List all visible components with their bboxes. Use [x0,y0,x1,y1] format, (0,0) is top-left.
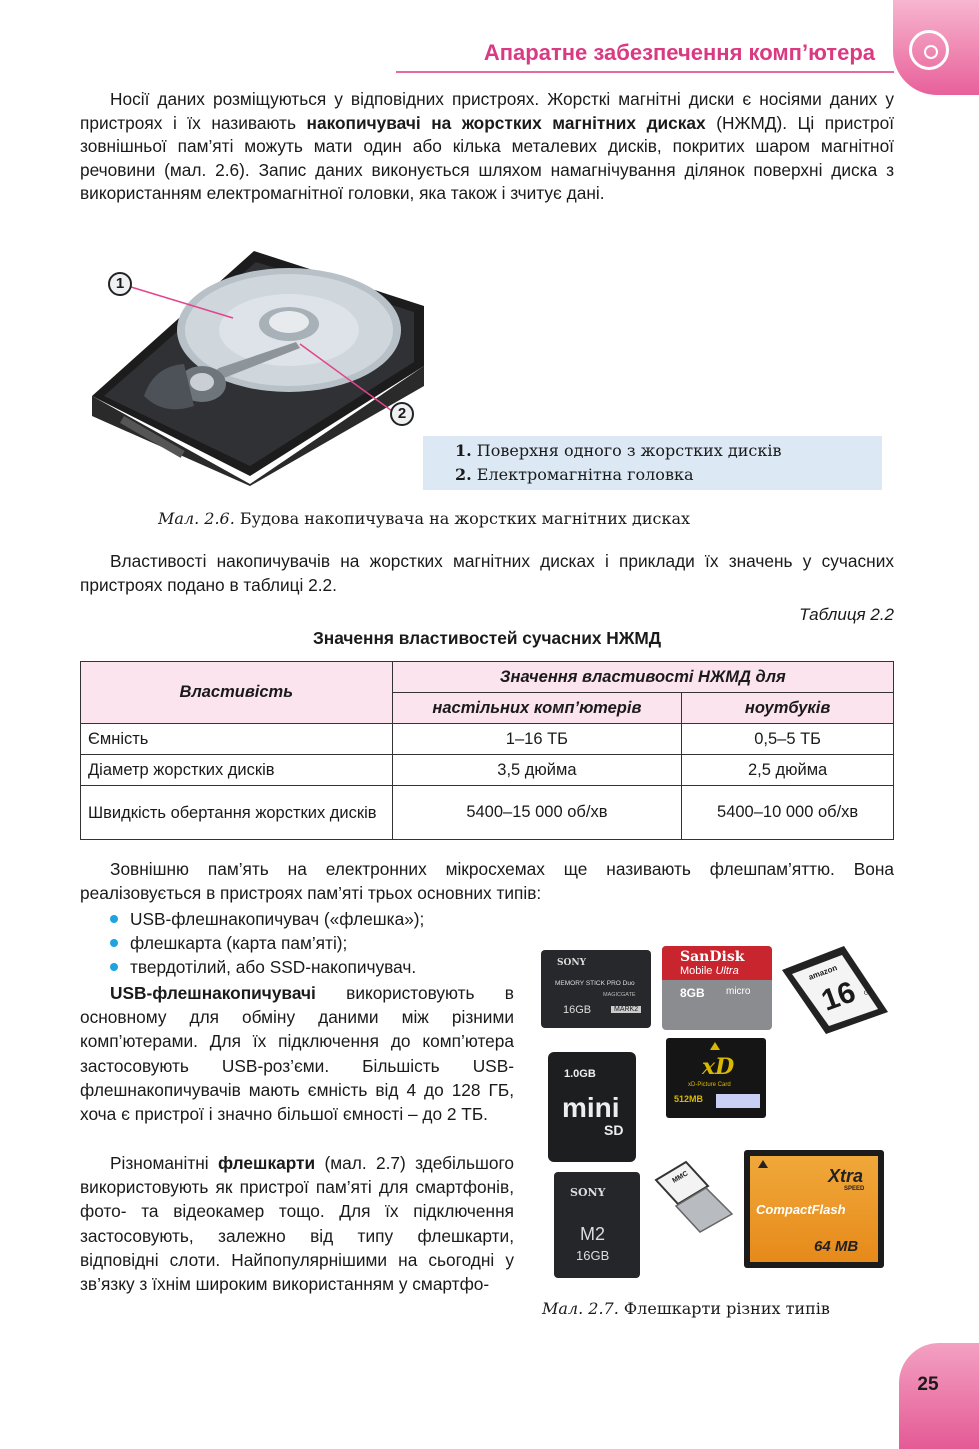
table-row [81,755,894,786]
card-label: MMC [671,1170,690,1185]
card-label-area [716,1094,760,1108]
figure-2-7-caption [542,1299,830,1318]
caption-label: Мал. 2.6. [158,509,235,528]
compactflash-card [744,1150,884,1268]
leader-line-2 [300,344,392,411]
card-sub: xD-Picture Card [688,1082,731,1088]
bullet-dot-icon [110,939,118,947]
bullet-dot-icon [110,915,118,923]
leader-line-1 [131,287,233,318]
legend-text: Поверхня одного з жорстких дисків [476,441,782,460]
head-desktop: настільних комп’ютерів [392,693,682,724]
card-capacity: 16GB [563,1004,592,1016]
card-capacity: 1.0GB [564,1068,596,1080]
mmc-cards [652,1160,736,1234]
card-capacity: 8GB [680,986,705,1000]
mmc-shape [652,1160,736,1234]
card-logo: mini [562,1092,620,1123]
table-row [81,724,894,755]
card-logo-sd: SD [604,1122,624,1138]
card-line [680,965,739,977]
cards-text-b: (мал. 2.7) здебільшого використовують як пристрої пам’яті для смартфонів, фото- та відеокамер тощо. Для їх підключення застосовують, залежно від типу флешкарти, відповідні слоти. Найпопулярнішими на сьогодні у зв’язку з їхнім широким використанням у смартфо- [80,1153,514,1295]
card-line-text: Mobile [680,965,716,977]
table-label: Таблиця 2.2 [799,605,894,624]
cell-laptop: 2,5 дюйма [682,755,894,786]
head-group: Значення властивості НЖМД для [392,662,893,693]
figure-2-6-caption [158,509,690,528]
legend-num: 2. [455,465,472,484]
cell-desktop: 3,5 дюйма [392,755,682,786]
chapter-title: Апаратне забезпечення комп’ютера [483,40,875,65]
flash-intro-paragraph: Зовнішню пам’ять на електронних мікросхемах ще називають флешпам’яттю. Вона реалізовується в пристроях пам’яті трьох основних типів: [80,859,894,903]
usb-text: використовують в основному для обміну даними між різними комп’ютерами. Для їх підключення до комп’ютера застосовують USB-роз’єми. Більшість USB-флешнакопичувачів мають ємність від 4 до 128 ГБ, хоча є пристрої і значно більшої ємності – до 2 ТБ. [80,983,514,1125]
figure-legend [423,436,882,490]
card-model: CompactFlash [756,1202,846,1217]
cell-laptop: 0,5–5 ТБ [682,724,894,755]
card-brand: Xtra [828,1166,864,1186]
bullet-dot-icon [110,963,118,971]
intro-text-a: Носії даних розміщуються у відповідних пристроях. Жорсткі магнітні диски є носіями даних у пристроях і їх називають [80,89,894,133]
insert-arrow-icon [758,1160,768,1168]
cell-property: Ємність [81,724,393,755]
bullet-text: USB-флешнакопичувач («флешка»); [130,909,425,929]
card-sub: MAGICGATE [603,992,636,998]
card-brand: SONY [557,958,586,968]
caption-text: Будова накопичувача на жорстких магнітних дисках [234,509,691,528]
legend-num: 1. [455,441,472,460]
table-title: Значення властивостей сучасних НЖМД [312,628,662,648]
card-type: micro [726,986,751,997]
legend-text: Електромагнітна головка [476,465,694,484]
card-brand: SanDisk [680,949,745,965]
card-sub: SPEED [844,1186,865,1192]
insert-arrow-icon [710,1042,720,1050]
card-line-italic: Ultra [715,965,739,977]
card-capacity: 16GB [576,1248,610,1263]
head-laptop: ноутбуків [682,693,894,724]
bullet-item [80,931,347,955]
card-model: MEMORY STICK PRO Duo [555,980,635,987]
card-capacity: 512MB [674,1094,704,1104]
caption-label: Мал. 2.7. [542,1299,619,1318]
callout-1: 1 [108,272,132,296]
memory-stick-card [541,950,651,1028]
cards-term-bold: флешкарти [217,1153,316,1173]
card-logo: xD [702,1054,735,1080]
cell-laptop: 5400–10 000 об/хв [682,786,894,840]
bullet-text: твердотілий, або SSD-накопичувач. [130,957,417,977]
intro-text-b: (НЖМД). Ці пристрої зовнішньої пам’яті можуть мати один або кілька металевих дисків, покритих шаром магнітної речовини (мал. 2.6). Запис даних виконується шляхом намагнічування ділянок поверхні диска з використанням електромагнітної головки, яка також і зчитує дані. [80,112,894,203]
cell-desktop: 5400–15 000 об/хв [392,786,682,840]
card-capacity: 16 [817,975,860,1018]
table-intro-paragraph: Властивості накопичувачів на жорстких магнітних дисках і приклади їх значень у сучасних пристроях подано в таблиці 2.2. [80,551,894,595]
cards-text-a: Різноманітні [110,1153,218,1173]
usb-paragraph [80,981,514,1126]
legend-item [423,463,882,487]
sandisk-microsd-card [662,946,772,1030]
caption-text: Флешкарти різних типів [618,1299,830,1318]
callout-2: 2 [390,402,414,426]
card-unit: GB [863,988,874,998]
card-capacity: 64 MB [814,1238,859,1255]
amazon-sd-card [782,946,888,1034]
table-row [81,786,894,840]
memory-stick-m2-card [554,1172,640,1278]
usb-term-bold: USB-флешнакопичувачі [110,983,316,1003]
intro-term-bold: накопичувачі на жорстких магнітних дисках [306,112,706,133]
bullet-item [80,955,416,979]
card-brand: amazon [807,963,839,982]
page-number: 25 [917,1374,939,1395]
card-mark: MARK2 [611,1006,641,1013]
cell-property: Діаметр жорстких дисків [81,755,393,786]
xd-picture-card [666,1038,766,1118]
bullet-item [80,907,424,931]
cell-property: Швидкість обертання жорстких дисків [81,786,393,840]
minisd-card [548,1052,636,1162]
legend-item [423,439,882,463]
properties-table [80,661,894,840]
card-logo: M2 [580,1224,606,1244]
cell-desktop: 1–16 ТБ [392,724,682,755]
bullet-text: флешкарта (карта пам’яті); [130,933,348,953]
card-brand: SONY [570,1186,606,1199]
head-property: Властивість [81,662,393,724]
cards-paragraph [80,1151,514,1296]
page-number-tab [899,1343,979,1449]
